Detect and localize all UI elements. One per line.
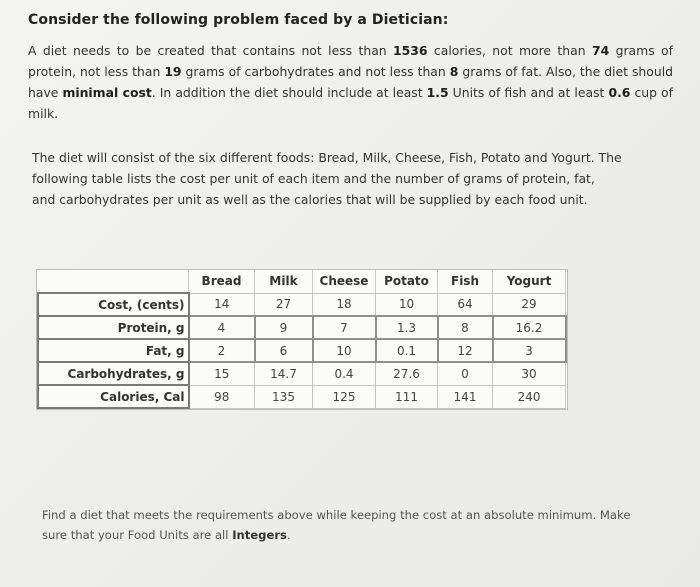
table-cell: 64: [438, 293, 493, 316]
table-cell: 240: [493, 385, 566, 408]
column-header-cheese: Cheese: [313, 270, 376, 293]
carbs-requirement: 19: [164, 64, 182, 79]
table-cell: 0.4: [313, 362, 376, 385]
table-cell: 9: [255, 316, 313, 339]
table-cell: 15: [189, 362, 255, 385]
fish-requirement: 1.5: [426, 85, 449, 100]
table-row-protein: [38, 316, 566, 339]
table-row-carbohydrates: [38, 362, 566, 385]
column-header-milk: Milk: [255, 270, 313, 293]
integers-emphasis: Integers: [232, 528, 287, 542]
table-row-cost: [38, 293, 566, 316]
column-header-fish: Fish: [438, 270, 493, 293]
table-cell: 27.6: [376, 362, 438, 385]
table-cell: 12: [438, 339, 493, 362]
table-cell: 135: [255, 385, 313, 408]
table-cell: 27: [255, 293, 313, 316]
row-label: Carbohydrates, g: [38, 362, 189, 385]
row-label: Fat, g: [38, 339, 189, 362]
table-corner-cell: [38, 270, 189, 293]
table-cell: 4: [189, 316, 255, 339]
table-cell: 7: [313, 316, 376, 339]
calories-requirement: 1536: [393, 43, 428, 58]
task-instruction-paragraph: Find a diet that meets the requirements above while keeping the cost at an absolute minimum. Make sure that your Food Units are all Integers.: [42, 508, 631, 542]
requirements-paragraph: A diet needs to be created that contains not less than 1536 calories, not more than 74 grams of protein, not less than 19 grams of carbohydrates and not less than 8 grams of fat. Also, the diet should have minimal cost. In addition the diet should include at least 1.5 Units of fish and at least 0.6 cup of milk.: [28, 43, 674, 121]
column-header-yogurt: Yogurt: [493, 270, 566, 293]
table-cell: 111: [376, 385, 438, 408]
table-cell: 141: [438, 385, 493, 408]
table-cell: 30: [493, 362, 566, 385]
protein-requirement: 74: [591, 43, 610, 58]
row-label: Calories, Cal: [38, 385, 189, 408]
foods-description-paragraph: The diet will consist of the six different foods: Bread, Milk, Cheese, Fish, Potato and Yogurt. The following table lists the cost per unit of each item and the number of grams of protein, fat, and carbohydrates per unit as well as the calories that will be supplied by each food unit.: [32, 150, 622, 207]
table-row-fat: [38, 339, 566, 362]
column-header-bread: Bread: [189, 270, 255, 293]
table-cell: 14.7: [255, 362, 313, 385]
table-cell: 2: [189, 339, 255, 362]
fat-requirement: 8: [449, 64, 459, 79]
table-cell: 98: [189, 385, 255, 408]
column-header-potato: Potato: [376, 270, 438, 293]
table-header-row: [38, 270, 566, 293]
table-cell: 3: [493, 339, 566, 362]
table-cell: 10: [376, 293, 438, 316]
table-row-calories: [38, 385, 566, 408]
table-cell: 29: [493, 293, 566, 316]
table-cell: 6: [255, 339, 313, 362]
row-label: Protein, g: [38, 316, 189, 339]
table-cell: 0.1: [376, 339, 438, 362]
problem-heading: Consider the following problem faced by a Dietician:: [28, 12, 449, 28]
table-cell: 14: [189, 293, 255, 316]
table-cell: 0: [438, 362, 493, 385]
food-nutrition-table: [37, 270, 567, 409]
table-cell: 10: [313, 339, 376, 362]
row-label: Cost, (cents): [38, 293, 189, 316]
table-cell: 18: [313, 293, 376, 316]
table-cell: 125: [313, 385, 376, 408]
table-cell: 8: [438, 316, 493, 339]
table-cell: 16.2: [493, 316, 566, 339]
table-cell: 1.3: [376, 316, 438, 339]
milk-requirement: 0.6: [608, 85, 631, 100]
minimal-cost-text: minimal cost: [62, 85, 152, 100]
